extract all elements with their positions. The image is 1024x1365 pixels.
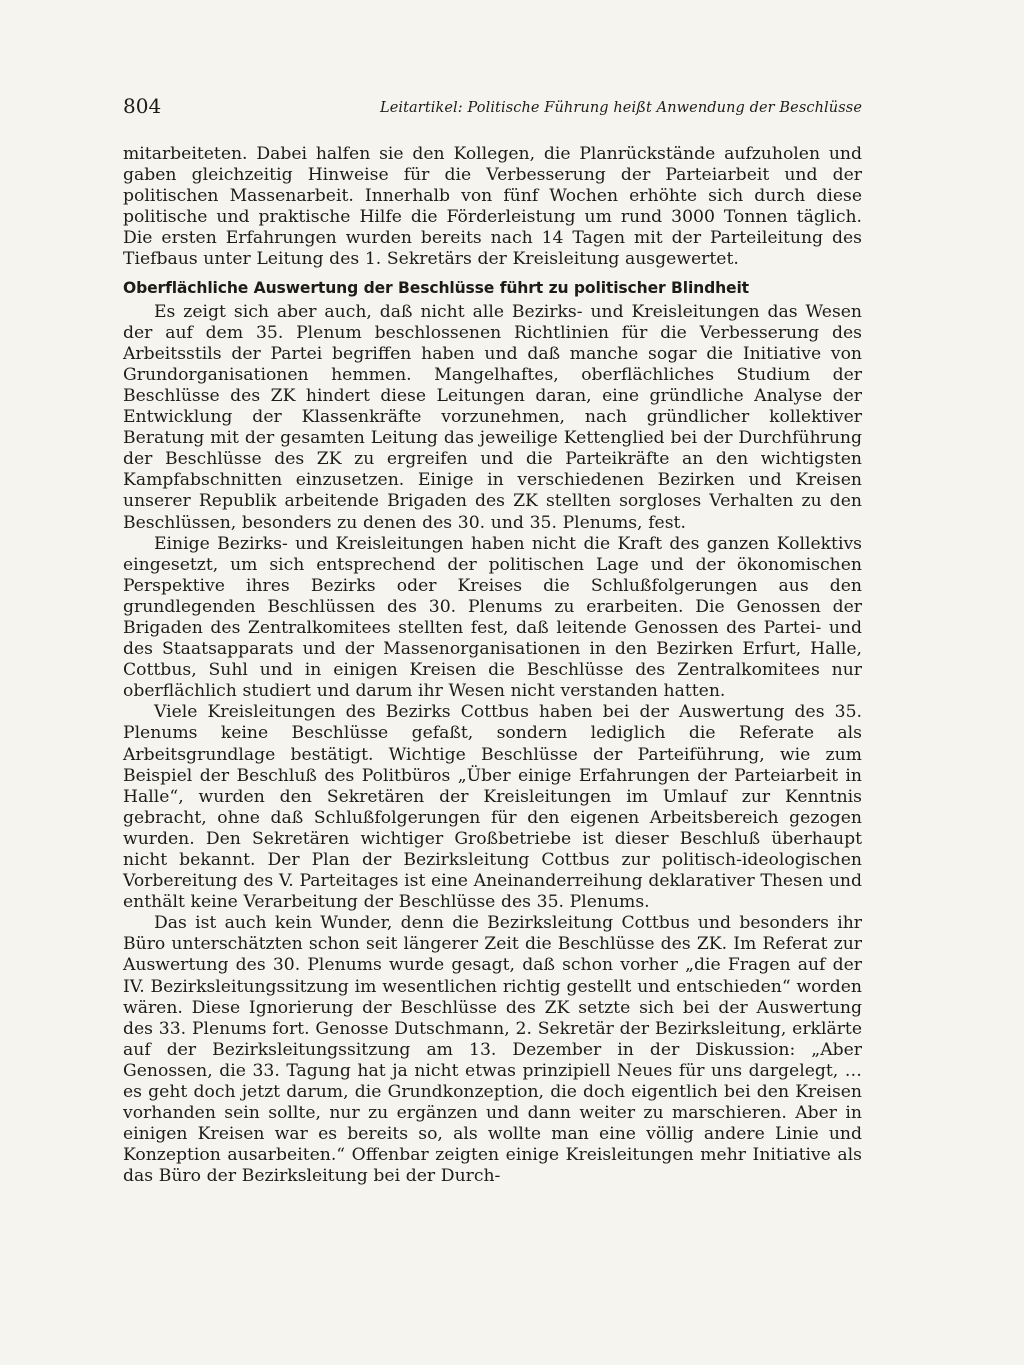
article-body: [123, 144, 862, 1188]
intro-paragraph: mitarbeiteten. Dabei halfen sie den Kollegen, die Planrückstände aufzuholen und gaben gleichzeitig Hinweise für die Verbesserung der Parteiarbeit und der politischen Massenarbeit. Innerhalb von fünf Wochen erhöhte sich durch diese politische und praktische Hilfe die Förderleistung um rund 3000 Tonnen täglich. Die ersten Erfahrungen wurden bereits nach 14 Tagen mit der Parteileitung des Tiefbaus unter Leitung des 1. Sekretärs der Kreisleitung ausgewertet.: [123, 144, 862, 270]
body-paragraph-4: Das ist auch kein Wunder, denn die Bezirksleitung Cottbus und besonders ihr Büro unterschätzten schon seit längerer Zeit die Beschlüsse des ZK. Im Referat zur Auswertung des 30. Plenums wurde gesagt, daß schon vorher „die Fragen auf der IV. Bezirksleitungssitzung im wesentlichen richtig gestellt und entschieden“ worden wären. Diese Ignorierung der Beschlüsse des ZK setzte sich bei der Auswertung des 33. Plenums fort. Genosse Dutschmann, 2. Sekretär der Bezirksleitung, erklärte auf der Bezirksleitungssitzung am 13. Dezember in der Diskussion: „Aber Genossen, die 33. Tagung hat ja nicht etwas prinzipiell Neues für uns dargelegt, … es geht doch jetzt darum, die Grundkonzeption, die doch eigentlich bei den Kreisen vorhanden sein sollte, nur zu ergänzen und dann weiter zu marschieren. Aber in einigen Kreisen war es bereits so, als wollte man eine völlig andere Linie und Konzeption ausarbeiten.“ Offenbar zeigten einige Kreisleitungen mehr Initiative als das Büro der Bezirksleitung bei der Durch-: [123, 913, 862, 1187]
body-paragraph-2: Einige Bezirks- und Kreisleitungen haben nicht die Kraft des ganzen Kollektivs eingesetzt, um sich entsprechend der politischen Lage und der ökonomischen Perspektive ihres Bezirks oder Kreises die Schlußfolgerungen aus den grundlegenden Beschlüssen des 30. Plenums zu erarbeiten. Die Genossen der Brigaden des Zentralkomitees stellten fest, daß leitende Genossen des Partei- und des Staatsapparats und der Massenorganisationen in den Bezirken Erfurt, Halle, Cottbus, Suhl und in einigen Kreisen die Beschlüsse des Zentralkomitees nur oberflächlich studiert und darum ihr Wesen nicht verstanden hatten.: [123, 533, 862, 702]
section-heading: Oberflächliche Auswertung der Beschlüsse führt zu politischer Blindheit: [123, 278, 749, 297]
page-number: 804: [123, 94, 162, 118]
body-paragraph-3: Viele Kreisleitungen des Bezirks Cottbus haben bei der Auswertung des 35. Plenums keine Beschlüsse gefaßt, sondern lediglich die Referate als Arbeitsgrundlage bestätigt. Wichtige Beschlüsse der Parteiführung, wie zum Beispiel der Beschluß des Politbüros „Über einige Erfahrungen der Parteiarbeit in Halle“, wurden den Sekretären der Kreisleitungen im Umlauf zur Kenntnis gebracht, ohne daß Schlußfolgerungen für den eigenen Arbeitsbereich gezogen wurden. Den Sekretären wichtiger Großbetriebe ist dieser Beschluß überhaupt nicht bekannt. Der Plan der Bezirksleitung Cottbus zur politisch-ideologischen Vorbereitung des V. Parteitages ist eine Aneinanderreihung deklarativer Thesen und enthält keine Verarbeitung der Beschlüsse des 35. Plenums.: [123, 702, 862, 913]
body-paragraph-1: Es zeigt sich aber auch, daß nicht alle Bezirks- und Kreisleitungen das Wesen der auf dem 35. Plenum beschlossenen Richtlinien für die Verbesserung des Arbeitsstils der Partei begriffen haben und daß manche sogar die Initiative von Grundorganisationen hemmen. Mangelhaftes, oberflächliches Studium der Beschlüsse des ZK hindert diese Leitungen daran, eine gründliche Analyse der Entwicklung der Klassenkräfte vorzunehmen, nach gründlicher kollektiver Beratung mit der gesamten Leitung das jeweilige Kettenglied bei der Durchführung der Beschlüsse des ZK zu ergreifen und die Parteikräfte an den wichtigsten Kampfabschnitten einzusetzen. Einige in verschiedenen Bezirken und Kreisen unserer Republik arbeitende Brigaden des ZK stellten sorgloses Verhalten zu den Beschlüssen, besonders zu denen des 30. und 35. Plenums, fest.: [123, 301, 862, 533]
page-header: [123, 82, 862, 116]
running-title: Leitartikel: Politische Führung heißt Anwendung der Beschlüsse: [379, 100, 862, 116]
